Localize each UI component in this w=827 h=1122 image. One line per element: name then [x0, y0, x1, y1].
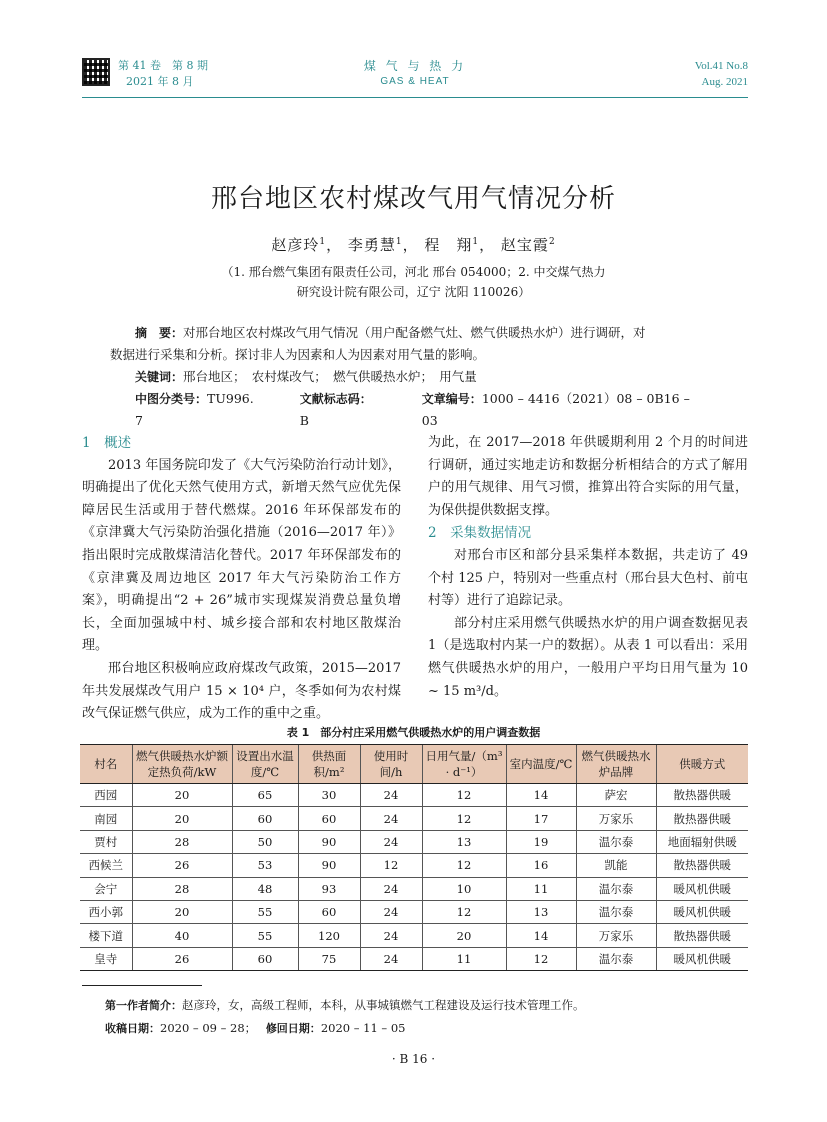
article-id: 1000 – 4416（2021）08 – 0B16 – 03 [421, 391, 690, 428]
abstract-text-cont: 数据进行采集和分析。探讨非人为因素和人为因素对用气量的影响。 [110, 347, 486, 362]
table-cell: 11 [422, 947, 506, 970]
table-cell: 55 [232, 924, 298, 947]
table-row [80, 947, 748, 970]
section-heading: 1 概述 [82, 435, 132, 451]
article-id-label: 文章编号： [421, 392, 482, 406]
table-cell: 19 [506, 830, 576, 853]
affiliation-line: 研究设计院有限公司，辽宁 沈阳 110026） [296, 285, 531, 299]
paragraph: 邢台地区积极响应政府煤改气政策，2015—2017 年共发展煤改气用户 15 × 10⁴ 户，冬季如何为农村煤改气保证燃气供应，成为工作的重中之重。 [82, 660, 401, 722]
volume-issue-en: Vol.41 No.8 [694, 60, 748, 72]
table-cell: 萨宏 [576, 784, 656, 807]
table-cell: 万家乐 [576, 924, 656, 947]
issue-date-en: Aug. 2021 [701, 76, 748, 88]
footnote-divider [82, 985, 202, 986]
table-cell: 贾村 [80, 830, 132, 853]
table-cell: 24 [360, 830, 422, 853]
table-cell: 60 [232, 807, 298, 830]
table-cell: 西园 [80, 784, 132, 807]
journal-name-cn: 煤 气 与 热 力 [363, 59, 467, 73]
table-cell: 60 [298, 900, 360, 923]
journal-name-en: GAS & HEAT [380, 76, 450, 87]
table-cell: 13 [422, 830, 506, 853]
paragraph: 对邢台市区和部分县采集样本数据，共走访了 49 个村 125 户，特别对一些重点村（邢台县大色村、前屯村等）进行了追踪记录。 [428, 547, 748, 609]
table-cell: 28 [132, 830, 232, 853]
abstract-line [110, 322, 722, 344]
table-cell: 楼下道 [80, 924, 132, 947]
table-cell: 暖风机供暖 [656, 877, 748, 900]
table-cell: 48 [232, 877, 298, 900]
table-header-row [80, 745, 748, 784]
table-row [80, 784, 748, 807]
table-cell: 24 [360, 877, 422, 900]
clc-code: TU996. 7 [135, 391, 254, 428]
header-divider [82, 97, 748, 98]
abstract-text: 对邢台地区农村煤改气用气情况（用户配备燃气灶、燃气供暖热水炉）进行调研，对 [183, 325, 646, 340]
table-cell: 温尔泰 [576, 830, 656, 853]
table-cell: 24 [360, 947, 422, 970]
table-cell: 12 [422, 854, 506, 877]
table-cell: 24 [360, 784, 422, 807]
author-affil-mark: 1 [395, 237, 403, 247]
table-cell: 凯能 [576, 854, 656, 877]
abstract-block [110, 322, 722, 432]
volume-issue: 第 41 卷 第 8 期 [118, 59, 208, 72]
table-cell: 散热器供暖 [656, 924, 748, 947]
table-cell: 55 [232, 900, 298, 923]
keywords-line [110, 366, 722, 388]
table-cell: 会宁 [80, 877, 132, 900]
author-affil-mark: 1 [472, 237, 480, 247]
author: 李勇慧 [347, 236, 396, 254]
column-header: 使用时间/h [360, 745, 422, 784]
table-cell: 南园 [80, 807, 132, 830]
table-row [80, 877, 748, 900]
table-cell: 53 [232, 854, 298, 877]
table-cell: 温尔泰 [576, 947, 656, 970]
affiliations [0, 262, 827, 302]
revised-date: 2020 – 11 – 05 [320, 1021, 406, 1035]
table-cell: 90 [298, 830, 360, 853]
table-cell: 西小郭 [80, 900, 132, 923]
table-row [80, 900, 748, 923]
issue-info-en [695, 58, 748, 90]
table-row [80, 830, 748, 853]
column-right [428, 432, 748, 703]
author-bio-label: 第一作者简介： [105, 999, 182, 1012]
dates [105, 1017, 585, 1040]
article-title: 邢台地区农村煤改气用气情况分析 [210, 184, 616, 214]
affiliation-line: （1. 邢台燃气集团有限责任公司，河北 邢台 054000；2. 中交煤气热力 [221, 265, 606, 279]
table-cell: 93 [298, 877, 360, 900]
table-row [80, 854, 748, 877]
column-header: 供热面积/m² [298, 745, 360, 784]
keywords-label: 关键词： [135, 370, 184, 384]
author: 赵宝霞 [500, 236, 549, 254]
paragraph: 2013 年国务院印发了《大气污染防治行动计划》，明确提出了优化天然气使用方式，新增天然气应优先保障居民生活或用于替代燃煤。2016 年环保部发布的《京津冀大气污染防治强化措施（2016—2017 年）》指出限时完成散煤清洁化替代。2017 年环保部发布的《京津冀及周边地区 2017 年大气污染防治工作方案》，明确提出“2 + 26”城市实现煤炭消费总量负增长，全面加强城中村、城乡接合部和农村地区散煤治理。 [82, 457, 401, 654]
section-heading: 2 采集数据情况 [428, 525, 532, 542]
author-bio [105, 994, 585, 1017]
table-cell: 散热器供暖 [656, 854, 748, 877]
column-header: 村名 [80, 745, 132, 784]
paragraph: 为此，在 2017—2018 年供暖期利用 2 个月的时间进行调研，通过实地走访和数据分析相结合的方式了解用户的用气规律、用气习惯，推算出符合实际的用气量，为保供提供数据支撑。 [428, 435, 748, 518]
author-affil-mark: 2 [548, 237, 556, 247]
table-cell: 12 [422, 900, 506, 923]
column-header: 日用气量/（m³ · d⁻¹） [422, 745, 506, 784]
journal-name [82, 58, 748, 90]
table-cell: 65 [232, 784, 298, 807]
column-header: 设置出水温度/℃ [232, 745, 298, 784]
column-left [82, 432, 401, 726]
page-number: · B 16 · [391, 1052, 436, 1066]
table-cell: 26 [132, 947, 232, 970]
table-cell: 10 [422, 877, 506, 900]
table-cell: 26 [132, 854, 232, 877]
table-cell: 12 [360, 854, 422, 877]
table-cell: 暖风机供暖 [656, 947, 748, 970]
table-cell: 散热器供暖 [656, 784, 748, 807]
table-cell: 28 [132, 877, 232, 900]
author-affil-mark: 1 [319, 237, 327, 247]
table-cell: 90 [298, 854, 360, 877]
table-cell: 20 [422, 924, 506, 947]
table-cell: 西候兰 [80, 854, 132, 877]
table-cell: 60 [298, 807, 360, 830]
table-cell: 24 [360, 807, 422, 830]
survey-table [80, 744, 748, 971]
table-cell: 14 [506, 784, 576, 807]
table-cell: 50 [232, 830, 298, 853]
table-cell: 14 [506, 924, 576, 947]
received-date: 2020 – 09 – 28； [160, 1021, 257, 1035]
doc-code: B [299, 413, 309, 428]
table-cell: 万家乐 [576, 807, 656, 830]
table-cell: 24 [360, 900, 422, 923]
column-header: 供暖方式 [656, 745, 748, 784]
table-cell: 散热器供暖 [656, 807, 748, 830]
table-cell: 24 [360, 924, 422, 947]
table-cell: 皇寺 [80, 947, 132, 970]
clc-label: 中图分类号： [135, 392, 208, 406]
author-list: 赵彦玲$^1$， 李勇慧$^1$， 程 翔$^1$， 赵宝霞$^2$ [271, 236, 556, 254]
table-cell: 12 [422, 807, 506, 830]
table-cell: 40 [132, 924, 232, 947]
table-cell: 温尔泰 [576, 877, 656, 900]
table-cell: 20 [132, 807, 232, 830]
table-cell: 120 [298, 924, 360, 947]
column-header: 燃气供暖热水炉额定热负荷/kW [132, 745, 232, 784]
table-cell: 12 [506, 947, 576, 970]
doc-code-label: 文献标志码： [299, 392, 372, 406]
table-cell: 20 [132, 900, 232, 923]
page-header [82, 58, 748, 94]
footnotes [105, 994, 585, 1040]
issue-date: 2021 年 8 月 [126, 75, 194, 88]
author: 程 翔 [424, 236, 473, 254]
paragraph: 部分村庄采用燃气供暖热水炉的用户调查数据见表 1（是选取村内某一户的数据）。从表 1 可以看出：采用燃气供暖热水炉的用户，一般用户平均日用气量为 10 ~ 15 m³/d。 [428, 615, 748, 699]
author-bio-text: 赵彦玲，女，高级工程师，本科，从事城镇燃气工程建设及运行技术管理工作。 [182, 998, 585, 1012]
keywords: 邢台地区； 农村煤改气； 燃气供暖热水炉； 用气量 [183, 369, 477, 384]
table-cell: 暖风机供暖 [656, 900, 748, 923]
classification-line [110, 388, 722, 432]
table-cell: 17 [506, 807, 576, 830]
column-header: 燃气供暖热水炉品牌 [576, 745, 656, 784]
received-label: 收稿日期： [105, 1022, 160, 1035]
table-cell: 60 [232, 947, 298, 970]
revised-label: 修回日期： [265, 1022, 321, 1035]
column-header: 室内温度/℃ [506, 745, 576, 784]
table-cell: 20 [132, 784, 232, 807]
table-cell: 16 [506, 854, 576, 877]
table-row [80, 924, 748, 947]
table-cell: 30 [298, 784, 360, 807]
table-cell: 地面辐射供暖 [656, 830, 748, 853]
table-row [80, 807, 748, 830]
table-cell: 13 [506, 900, 576, 923]
table-caption: 表 1 部分村庄采用燃气供暖热水炉的用户调查数据 [286, 726, 541, 739]
table-cell: 温尔泰 [576, 900, 656, 923]
table-cell: 75 [298, 947, 360, 970]
abstract-label: 摘 要： [135, 326, 184, 340]
table-cell: 11 [506, 877, 576, 900]
table-cell: 12 [422, 784, 506, 807]
author: 赵彦玲 [271, 236, 320, 254]
